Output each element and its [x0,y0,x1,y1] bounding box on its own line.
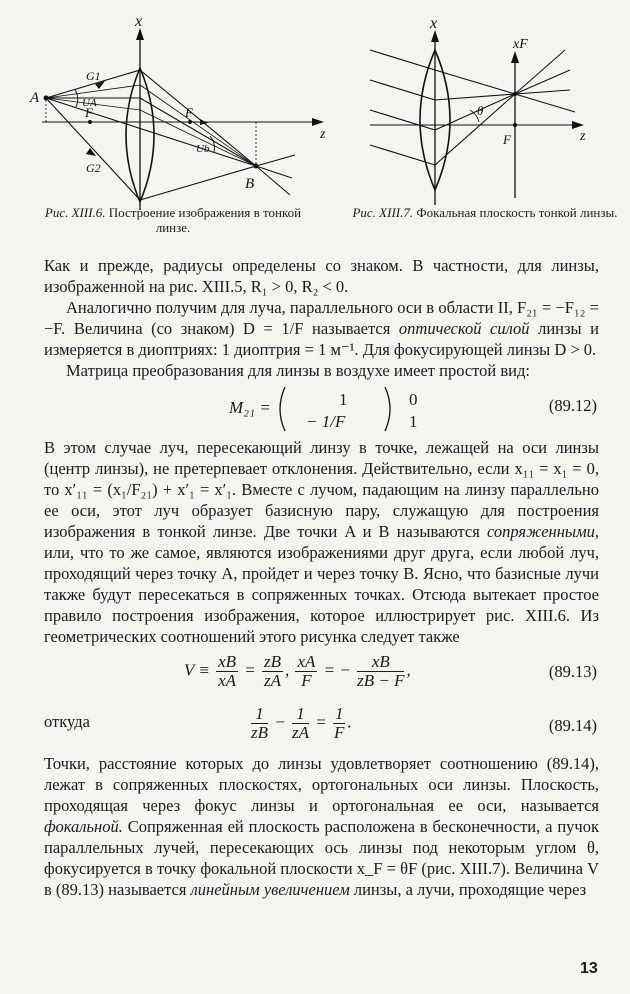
equation-number: (89.13) [548,662,597,681]
figure-focal-plane [365,10,615,210]
italic-term: сопряженными [486,522,595,541]
figure-caption-xiii7 [350,205,620,220]
fig1-label-b: B [245,176,255,192]
text-run: Точки, расстояние которых до линзы удовлетворяет соотношению (89.14), лежат в сопряженных плоскостях, ортогональных оси линзы. Плоскость, проходящая через фокус линзы и ортогональная ее оси, называется [44,754,599,815]
caption-text: Построение изображения в тонкой линзе. [105,205,302,235]
fig2-label-theta: θ [477,103,484,118]
fig1-label-f1: F [85,105,93,120]
equation-89-13 [44,647,599,701]
numerator: xB [218,652,236,671]
matrix-m21: − 1/F [306,412,346,431]
fig1-label-ub: Ub [196,143,210,155]
numerator: xB [357,653,404,672]
denominator: F [301,671,312,690]
paragraph [44,437,599,647]
italic-term: оптической силой [398,319,530,338]
eq-comma: , [284,660,290,680]
fig1-label-g2: G2 [86,161,101,175]
equation-89-12 [44,381,599,437]
fig1-label-z: z [320,127,326,142]
eq-sign: = [315,712,327,732]
denominator: zA [291,723,309,742]
fig2-label-z: z [580,129,586,144]
fraction [262,653,283,690]
fraction [292,705,309,742]
fig1-label-f2: F [185,105,193,120]
equation-89-14 [44,701,599,753]
fig2-label-f: F [503,132,511,147]
numerator: xA [297,652,316,671]
equation-number: (89.14) [548,716,597,735]
page-number: 13 [580,960,598,977]
text-run: , или, что то же самое, являются изображениями друг друга, если любой луч, проходящий через точку A, пройдет и через точку B. Ясно, что базисные лучи также будут пересекаться в сопряженных точках. Отсюда вытекает простое правило построения изображения, которое иллюстрирует рис. XIII.6. Из геометрических соотношений этого рисунка следует также [44,522,599,646]
paragraph: Как и прежде, радиусы определены со знаком. В частности, для линзы, изображенной на рис. XIII.5, R₁ > 0, R₂ < 0. [44,256,599,296]
numerator: 1 [292,705,309,724]
body-text [44,255,599,900]
fraction [251,705,268,742]
denominator: zB [251,723,268,742]
italic-term: фокальной. [44,817,123,836]
fig2-label-x: x [430,15,438,32]
caption-label: Рис. XIII.6. [44,205,106,220]
paragraph [44,753,599,900]
eq-comma: , [406,660,411,680]
figure-caption-xiii6 [28,205,318,235]
fig1-label-ua: UA [82,97,97,109]
denominator: zA [263,671,281,690]
matrix-m12: 0 [409,390,418,409]
matrix-m22: 1 [409,412,418,431]
text-run: В этом случае луч, пересекающий линзу в точке, лежащей на оси линзы (центр линзы), не претерпевает отклонения. Действительно, если x₁₁ = x₁ = 0, то x′₁₁ = (x₁/F₂₁) + x′₁ = x′₁. Вместе с лучом, падающим на линзу параллельно ее оси, этот луч образует базисную пару, служащую для построения изображения в тонкой линзе. Две точки A и B называются [44,438,599,541]
equation-number: (89.12) [548,396,597,415]
caption-text: Фокальная плоскость тонкой линзы. [413,205,618,220]
fraction [216,653,238,690]
fig1-label-a: A [30,90,40,106]
text-run: линзы и измеряется в диоптриях: 1 диоптрия = 1 м⁻¹. Для фокусирующей линзы D > 0. [44,319,599,359]
denominator: zB − F [357,671,405,690]
text-run: Сопряженная ей плоскость расположена в бесконечности, а пучок параллельных лучей, пересекающих ось линзы под некоторым углом θ, фокусируется в точку фокальной плоскости x_F = θF (рис. XIII.7). Величина V в (89.13) называется [44,817,599,899]
figure-lens-image-construction [20,10,350,215]
equation-label: откуда [44,712,90,731]
fraction [333,705,346,742]
italic-term: линейным увеличением [190,880,350,899]
numerator: 1 [251,705,268,724]
eq-period: . [347,712,352,732]
paragraph [44,297,599,360]
eq-lhs: M₂₁ = [229,397,271,417]
fraction [357,653,404,690]
numerator: zB [263,652,281,671]
eq-sign: − [274,712,286,732]
paragraph: Матрица преобразования для линзы в воздухе имеет простой вид: [66,361,530,380]
fraction [295,653,317,690]
text-run: линзы, а лучи, проходящие через [349,880,587,899]
fig1-label-x: x [135,13,143,30]
matrix-m11: 1 [339,390,348,409]
figures-area [0,0,630,240]
denominator: F [334,723,345,742]
denominator: xA [218,671,236,690]
fig2-label-xf: xF [513,37,528,52]
eq-sign: = [244,660,256,680]
text-run: Аналогично получим для луча, параллельного оси в области II, F₂₁ = −F₁₂ = −F. Величина (со знаком) D = 1/F называется [44,298,599,338]
eq-v: V ≡ [184,660,210,680]
fig1-label-g1: G1 [86,69,101,83]
eq-sign: = − [323,660,351,680]
caption-label: Рис. XIII.7. [352,205,414,220]
numerator: 1 [334,704,344,723]
